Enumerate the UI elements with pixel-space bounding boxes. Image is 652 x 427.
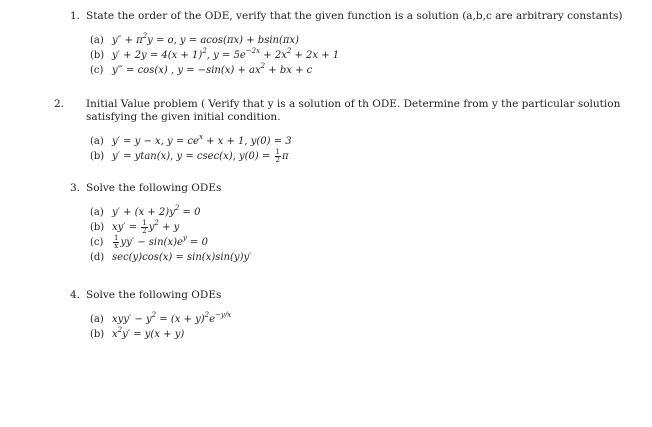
item-3b: [90, 220, 630, 235]
question-text: Solve the following ODEs: [86, 289, 222, 301]
equation: $y' + (x + 2)y^2 = 0$: [112, 203, 201, 218]
equation: xy′ = $\frac{1}{2}$ $y^2 + y$: [112, 218, 180, 235]
item-4b: [90, 327, 630, 342]
equation: $\frac{1}{x}$ $yy' - \sin(x)e^y = 0$: [114, 233, 208, 250]
question-number: 3.: [70, 182, 81, 194]
equation: $y'' + \pi^2y = o$, y = acos(πx) + bsin(πx): [112, 31, 299, 46]
equation: y‴ = cos(x) , $y = -\sin(x) + ax^2$ + bx + c: [112, 61, 313, 76]
equation: $x^2y' = y(x + y)$: [112, 325, 185, 340]
question-3-heading: [70, 182, 630, 195]
item-3c: [90, 235, 630, 250]
item-label: (a): [90, 207, 104, 218]
question-4-heading: [70, 289, 630, 302]
equation: y′ = ytan(x), y = csec(x), y(0) = $\frac{1}{2}$ π: [112, 148, 289, 164]
equation: $xyy' - y^2 = (x + y)^2e^{-y/x}$: [112, 310, 232, 325]
question-number: 1.: [70, 10, 81, 22]
question-1: [70, 10, 630, 78]
item-1c: [90, 63, 630, 78]
equation: sec(y)cos(x) = sin(x)sin(y)y′: [112, 252, 252, 263]
question-3: [70, 182, 630, 265]
item-label: (b): [90, 222, 105, 233]
question-2-heading: [54, 98, 630, 124]
item-label: (a): [90, 136, 104, 147]
question-2: [54, 98, 630, 164]
question-number: 2.: [54, 98, 65, 110]
item-label: (b): [90, 50, 105, 61]
item-label: (b): [90, 329, 105, 340]
item-label: (d): [90, 252, 105, 263]
item-3d: [90, 250, 630, 265]
item-2a: [90, 134, 630, 149]
item-label: (b): [90, 151, 105, 162]
item-1a: [90, 33, 630, 48]
item-1b: [90, 48, 630, 63]
item-label: (a): [90, 314, 104, 325]
question-number: 4.: [70, 289, 81, 301]
question-text: Initial Value problem ( Verify that y is a solution of th ODE. Determine from y the particular solution satisfying the given initial condition.: [86, 98, 621, 123]
item-label: (c): [90, 65, 104, 76]
question-4: [70, 289, 630, 342]
item-label: (c): [90, 237, 104, 248]
equation: y′ = y − x, $y = ce^x + x + 1$, y(0) = 3: [112, 132, 292, 147]
item-3a: [90, 205, 630, 220]
item-label: (a): [90, 35, 104, 46]
question-1-heading: [70, 10, 630, 23]
item-4a: [90, 312, 630, 327]
item-2b: [90, 149, 630, 164]
question-text: State the order of the ODE, verify that the given function is a solution (a,b,c are arbitrary constants): [86, 10, 623, 22]
question-text: Solve the following ODEs: [86, 182, 222, 194]
equation: $y' + 2y = 4(x + 1)^2$, $y = 5e^{-2x} + 2x^2 + 2x + 1$: [112, 46, 340, 61]
